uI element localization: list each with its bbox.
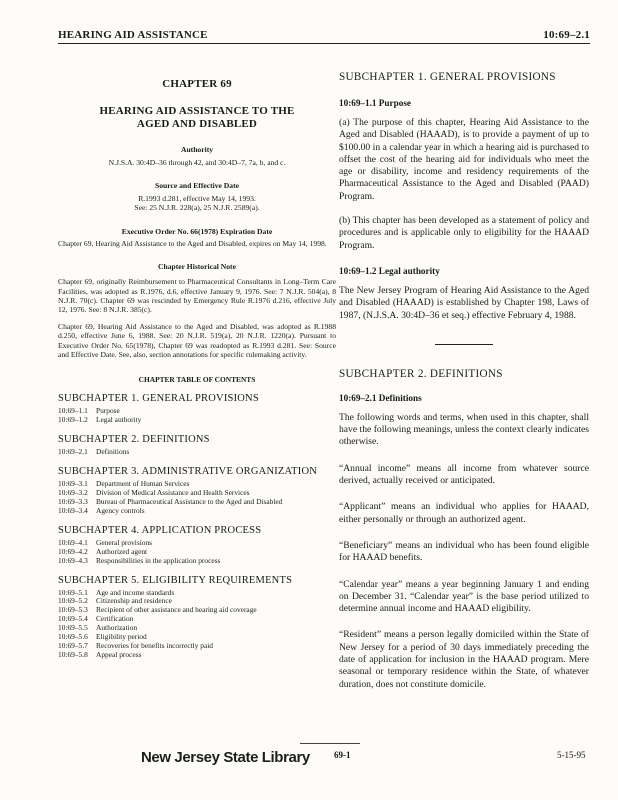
authority-heading: Authority bbox=[180, 145, 214, 154]
toc-section-number: 10:69–5.6 bbox=[58, 632, 88, 642]
toc-section-number: 10:69–3.4 bbox=[58, 505, 88, 515]
toc-section-number: 10:69–5.4 bbox=[58, 614, 88, 624]
subchapter-2-heading: SUBCHAPTER 2. DEFINITIONS bbox=[339, 367, 503, 380]
toc-section-number: 10:69–5.3 bbox=[58, 605, 88, 615]
toc-subchapter-heading: SUBCHAPTER 1. GENERAL PROVISIONS bbox=[58, 393, 259, 405]
source-heading: Source and Effective Date bbox=[154, 180, 239, 190]
historical-note-heading: Chapter Historical Note bbox=[158, 262, 236, 272]
toc-section-number: 10:69–5.7 bbox=[58, 640, 88, 650]
definition-paragraph: “Annual income” means all income from whatever source derived, actually received or anticipated. bbox=[339, 462, 589, 487]
left-column bbox=[58, 58, 336, 660]
toc-section-title: Bureau of Pharmaceutical Assistance to the Aged and Disabled bbox=[96, 496, 283, 506]
section-1-2-heading: 10:69–1.2 Legal authority bbox=[339, 265, 440, 276]
chapter-title bbox=[58, 105, 336, 131]
toc-section-title: Citizenship and residence bbox=[96, 596, 172, 606]
page-number: 69-1 bbox=[334, 750, 351, 760]
toc-subchapter-heading: SUBCHAPTER 3. ADMINISTRATIVE ORGANIZATION bbox=[58, 466, 318, 478]
toc-section-title: Recoveries for benefits incorrectly paid bbox=[96, 640, 213, 650]
section-1-1-para-a: (a) The purpose of this chapter, Hearing Aid Assistance to the Aged and Disabled (HAAAD), is to provide a payment of up to $100.00 in a calendar year in which a hearing aid is purchased to offset the cost of the hearing aid for individuals who meet the age or disability, income and residency requirements of the Pharmaceutical Assistance to the Aged and Disabled (PAAD) Program. bbox=[339, 117, 589, 202]
toc-subchapter-heading: SUBCHAPTER 5. ELIGIBILITY REQUIREMENTS bbox=[58, 574, 293, 586]
toc-section-title: Purpose bbox=[96, 406, 120, 416]
definition-paragraph: “Resident” means a person legally domiciled within the State of New Jersey for a period of 30 days immediately preceding the date of application for inclusion in the HAAAD program. Mere seasonal or temporary residence within the State, of whatever duration, does not constitute domicile. bbox=[339, 629, 589, 690]
executive-order-heading: Executive Order No. 66(1978) Expiration Date bbox=[121, 226, 273, 236]
section-1-2-text: The New Jersey Program of Hearing Aid Assistance to the Aged and Disabled (HAAAD) is established by Chapter 198, Laws of 1987, (N.J.S.A. 30:4D–36 et seq.) effective February 4, 1988. bbox=[339, 284, 589, 321]
source-line-2: See: 25 N.J.R. 228(a), 25 N.J.R. 2589(a). bbox=[134, 203, 260, 213]
toc-section-number: 10:69–4.3 bbox=[58, 555, 88, 565]
toc-section-number: 10:69–2.1 bbox=[58, 447, 88, 457]
toc-section-number: 10:69–3.1 bbox=[58, 479, 88, 489]
toc-section-title: Appeal process bbox=[96, 649, 142, 659]
toc-entry bbox=[58, 416, 336, 425]
toc-section-number: 10:69–4.1 bbox=[58, 537, 88, 547]
header-title: HEARING AID ASSISTANCE bbox=[58, 29, 208, 41]
toc-section-number: 10:69–5.5 bbox=[58, 623, 88, 633]
definition-paragraph: “Applicant” means an individual who applies for HAAAD, either personally or through an authorized agent. bbox=[339, 501, 589, 525]
toc-section-number: 10:69–1.2 bbox=[58, 415, 88, 425]
running-header bbox=[58, 28, 590, 44]
toc-section-title: Legal authority bbox=[96, 415, 142, 425]
header-section-number: 10:69–2.1 bbox=[543, 29, 590, 41]
toc-section-number: 10:69–3.3 bbox=[58, 496, 88, 506]
toc-subchapter-heading: SUBCHAPTER 2. DEFINITIONS bbox=[58, 434, 210, 446]
toc-entry bbox=[58, 448, 336, 457]
right-column bbox=[339, 70, 589, 691]
toc-section-number: 10:69–5.2 bbox=[58, 596, 88, 606]
toc-section-number: 10:69–3.2 bbox=[58, 488, 88, 498]
definitions-list bbox=[339, 463, 589, 691]
definition-paragraph: “Beneficiary” means an individual who has been found eligible for HAAAD benefits. bbox=[339, 539, 589, 564]
section-1-1-para-b: (b) This chapter has been developed as a statement of policy and procedures and is applicable only to eligibility for the HAAAD Program. bbox=[339, 215, 589, 251]
section-1-1-heading: 10:69–1.1 Purpose bbox=[339, 98, 411, 108]
toc-section-title: Certification bbox=[96, 614, 134, 624]
toc-section-number: 10:69–1.1 bbox=[58, 406, 88, 416]
historical-note-para-1: Chapter 69, originally Reimbursement to Pharmaceutical Consultants in Long–Term Care Facilities, was adopted as R.1976, d.6, effective January 9, 1976. See: 7 N.J.R. 504(a), 8 N.J.R. 70(c). Chapter 69 was rescinded by Emergency Rule R.1976 d.216, effective July 12, 1976. See: 8 N.J.R. 385(c). bbox=[58, 277, 336, 315]
revision-date: 5-15-95 bbox=[557, 750, 586, 760]
toc-section-title: Definitions bbox=[96, 447, 130, 457]
toc-section-title: Department of Human Services bbox=[96, 479, 190, 489]
toc-subchapter-heading: SUBCHAPTER 4. APPLICATION PROCESS bbox=[58, 524, 262, 536]
toc-section-title: Authorized agent bbox=[96, 546, 148, 556]
section-2-1-heading: 10:69–2.1 Definitions bbox=[339, 392, 422, 403]
footer-rule bbox=[300, 743, 360, 744]
section-divider bbox=[435, 344, 493, 345]
toc-entry bbox=[58, 651, 336, 660]
toc-section-title: Division of Medical Assistance and Health Services bbox=[96, 488, 250, 498]
definition-paragraph: “Calendar year” means a year beginning January 1 and ending on December 31. “Calendar year” is the base period utilized to determine annual income and HAAAD eligibility. bbox=[339, 578, 589, 615]
toc-section-title: Agency controls bbox=[96, 505, 145, 515]
toc-section-title: Eligibility period bbox=[96, 632, 147, 642]
chapter-number: CHAPTER 69 bbox=[162, 78, 232, 90]
toc-section-title: Recipient of other assistance and hearing aid coverage bbox=[96, 605, 257, 615]
executive-order-text: Chapter 69, Hearing Aid Assistance to the Aged and Disabled, expires on May 14, 1998. bbox=[58, 238, 327, 248]
historical-note-para-2: Chapter 69, Hearing Aid Assistance to the Aged and Disabled, was adopted as R.1988 d.250, effective June 6, 1988. See: 20 N.J.R. 519(a), 20 N.J.R. 1220(a). Pursuant to Executive Order No. 65(1978), Chapter 69 was readopted as R.1993 d.281. See: Source and Effective Date. See, also, section annotations for specific rulemaking activity. bbox=[58, 321, 336, 360]
table-of-contents bbox=[58, 393, 336, 659]
section-2-1-intro: The following words and terms, when used in this chapter, shall have the following meanings, unless the context clearly indicates otherwise. bbox=[339, 411, 589, 448]
library-stamp: New Jersey State Library bbox=[141, 749, 310, 766]
toc-section-number: 10:69–4.2 bbox=[58, 546, 88, 556]
authority-text: N.J.S.A. 30:4D–36 through 42, and 30:4D–7, 7a, b, and c. bbox=[108, 158, 286, 167]
chapter-title-line-1: HEARING AID ASSISTANCE TO THE bbox=[99, 105, 295, 117]
subchapter-1-heading: SUBCHAPTER 1. GENERAL PROVISIONS bbox=[339, 71, 556, 83]
toc-section-title: General provisions bbox=[96, 537, 153, 547]
table-of-contents-heading: CHAPTER TABLE OF CONTENTS bbox=[138, 375, 256, 385]
toc-section-title: Responsibilities in the application process bbox=[96, 555, 221, 565]
chapter-title-line-2: AGED AND DISABLED bbox=[136, 118, 258, 130]
toc-entry bbox=[58, 507, 336, 516]
toc-section-title: Age and income standards bbox=[96, 587, 175, 597]
toc-section-title: Authorization bbox=[96, 623, 138, 633]
toc-section-number: 10:69–5.1 bbox=[58, 587, 88, 597]
source-line-1: R.1993 d.281, effective May 14, 1993. bbox=[138, 193, 256, 203]
toc-entry bbox=[58, 557, 336, 566]
toc-section-number: 10:69–5.8 bbox=[58, 649, 88, 659]
